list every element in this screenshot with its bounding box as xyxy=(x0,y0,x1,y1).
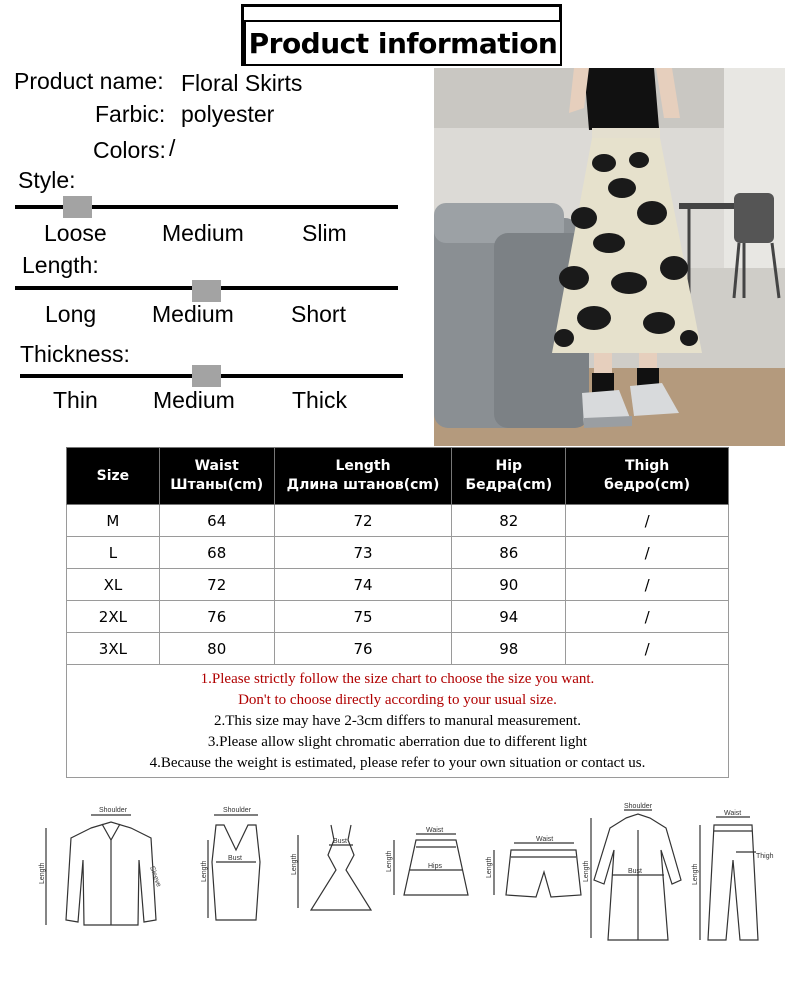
label-waist-2: Waist xyxy=(536,836,554,843)
shorts-diagram-icon xyxy=(494,843,581,897)
style-option-medium: Medium xyxy=(162,220,244,246)
cell-waist: 68 xyxy=(159,537,274,569)
cell-length: 72 xyxy=(274,505,452,537)
note-1: 1.Please strictly follow the size chart to choose the size you want. xyxy=(200,671,595,687)
fabric-value: polyester xyxy=(181,101,275,127)
thickness-label: Thickness: xyxy=(20,341,130,367)
cell-thigh: / xyxy=(566,633,729,665)
table-row xyxy=(67,633,729,665)
length-option-short: Short xyxy=(291,301,346,327)
colors-label: Colors: xyxy=(93,137,166,163)
label-bust: Bust xyxy=(228,855,243,862)
table-row xyxy=(67,601,729,633)
note-1b: Don't to choose directly according to your usual size. xyxy=(238,692,557,708)
length-label: Length: xyxy=(22,252,99,278)
label-length-5: Length xyxy=(486,856,493,878)
size-chart-table xyxy=(66,447,729,778)
label-hips: Hips xyxy=(428,863,443,870)
notes-row xyxy=(67,665,729,778)
label-bust-2: Bust xyxy=(333,838,348,845)
label-length-4: Length xyxy=(386,850,393,872)
label-length-7: Length xyxy=(692,863,699,885)
label-sleeve: Sleeve xyxy=(148,865,162,888)
label-length-2: Length xyxy=(201,860,208,882)
header-thigh: Thigh бедро(cm) xyxy=(566,448,729,505)
table-row xyxy=(67,537,729,569)
label-length: Length xyxy=(39,862,46,884)
label-shoulder-3: Shoulder xyxy=(624,803,653,810)
cell-hip: 98 xyxy=(452,633,566,665)
label-shoulder: Shoulder xyxy=(99,807,128,814)
cell-hip: 90 xyxy=(452,569,566,601)
length-option-medium: Medium xyxy=(152,301,234,327)
table-row xyxy=(67,569,729,601)
coat-diagram-icon xyxy=(591,810,681,940)
style-scale-marker xyxy=(63,196,92,218)
tank-top-diagram-icon xyxy=(208,815,260,920)
note-3: 3.Please allow slight chromatic aberration due to different light xyxy=(207,734,588,750)
cell-length: 75 xyxy=(274,601,452,633)
cell-hip: 82 xyxy=(452,505,566,537)
cell-thigh: / xyxy=(566,601,729,633)
thickness-scale-marker xyxy=(192,365,221,387)
thickness-option-thick: Thick xyxy=(292,387,347,413)
product-photo xyxy=(434,68,785,446)
cell-waist: 72 xyxy=(159,569,274,601)
cell-thigh: / xyxy=(566,569,729,601)
header-hip: Hip Бедра(cm) xyxy=(452,448,566,505)
style-label: Style: xyxy=(18,167,76,193)
product-name-label: Product name: xyxy=(14,68,164,94)
label-waist-3: Waist xyxy=(724,810,742,817)
shirt-diagram-icon xyxy=(46,815,156,925)
cell-thigh: / xyxy=(566,505,729,537)
cell-waist: 80 xyxy=(159,633,274,665)
product-name-value: Floral Skirts xyxy=(181,70,303,96)
cell-waist: 64 xyxy=(159,505,274,537)
colors-value: / xyxy=(169,135,176,161)
header-length: Length Длина штанов(cm) xyxy=(274,448,452,505)
size-notes xyxy=(67,665,729,778)
label-waist: Waist xyxy=(426,827,444,834)
cell-length: 73 xyxy=(274,537,452,569)
cell-hip: 86 xyxy=(452,537,566,569)
cell-length: 74 xyxy=(274,569,452,601)
size-chart-header-row xyxy=(67,448,729,505)
note-4: 4.Because the weight is estimated, please refer to your own situation or contact us. xyxy=(149,755,646,771)
thickness-option-medium: Medium xyxy=(153,387,235,413)
cell-size: 3XL xyxy=(67,633,160,665)
fabric-label: Farbic: xyxy=(95,101,166,127)
label-bust-3: Bust xyxy=(628,868,643,875)
cell-waist: 76 xyxy=(159,601,274,633)
style-option-slim: Slim xyxy=(302,220,347,246)
length-option-long: Long xyxy=(45,301,97,327)
thickness-option-thin: Thin xyxy=(53,387,98,413)
cell-thigh: / xyxy=(566,537,729,569)
table-row xyxy=(67,505,729,537)
label-length-6: Length xyxy=(583,860,590,882)
label-length-3: Length xyxy=(291,853,298,875)
length-scale-marker xyxy=(192,280,221,302)
header-waist: Waist Штаны(cm) xyxy=(159,448,274,505)
style-option-loose: Loose xyxy=(44,220,107,246)
label-shoulder-2: Shoulder xyxy=(223,807,252,814)
cell-hip: 94 xyxy=(452,601,566,633)
label-thigh: Thigh xyxy=(756,853,774,860)
cell-size: L xyxy=(67,537,160,569)
cell-length: 76 xyxy=(274,633,452,665)
pants-diagram-icon xyxy=(700,817,758,940)
note-2: 2.This size may have 2-3cm differs to manural measurement. xyxy=(213,713,582,729)
cell-size: XL xyxy=(67,569,160,601)
header-size: Size xyxy=(67,448,160,505)
cell-size: 2XL xyxy=(67,601,160,633)
measurement-diagrams xyxy=(36,800,796,950)
cell-size: M xyxy=(67,505,160,537)
page-title: Product information xyxy=(244,20,562,66)
